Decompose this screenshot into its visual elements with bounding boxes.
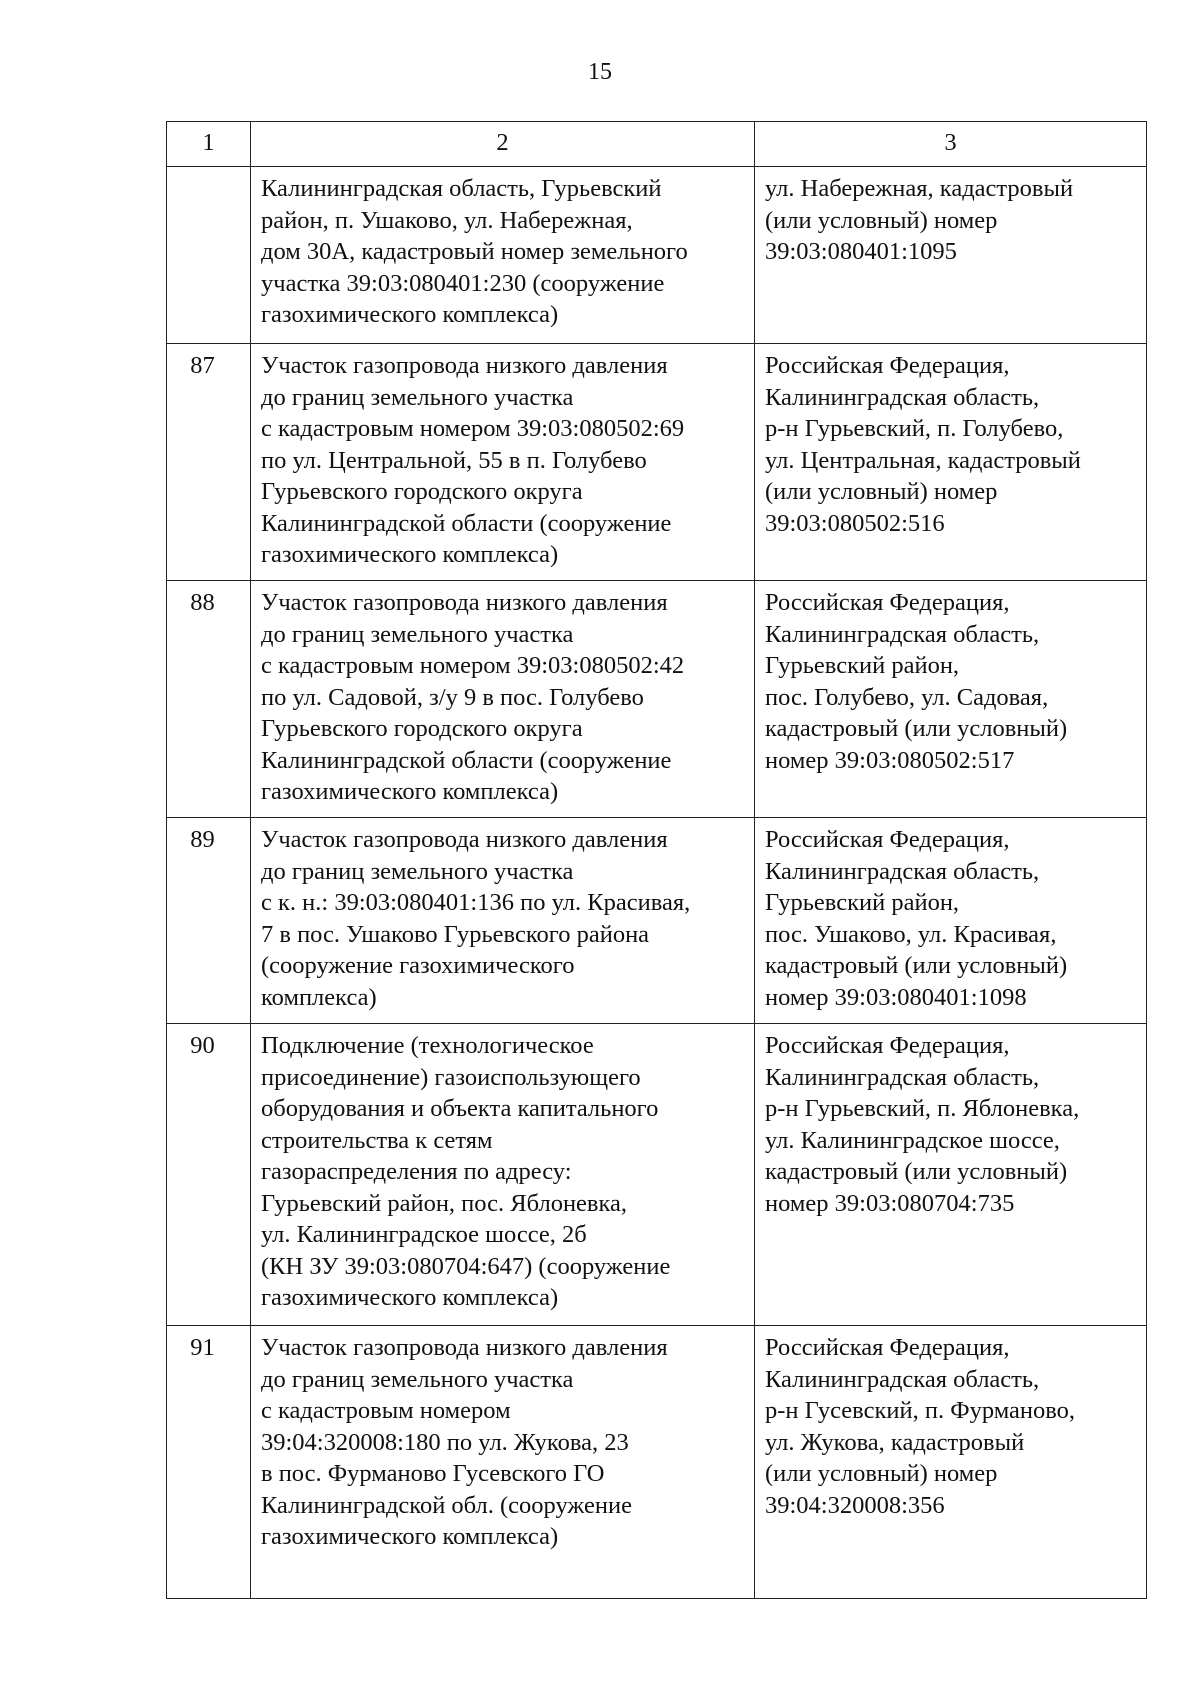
object-description-line: Калининградской области (сооружение [261,746,672,774]
address-line: 39:04:320008:356 [765,1491,945,1519]
address-line: номер 39:03:080704:735 [765,1189,1015,1217]
object-description-line: газохимического комплекса) [261,301,559,328]
object-description-line: газораспределения по адресу: [261,1158,572,1185]
object-description-line: дом 30А, кадастровый номер земельного [261,238,688,265]
address-cell [755,167,1147,344]
object-description-line: Гурьевского городского округа [261,715,583,742]
table-header-row [167,122,1147,167]
object-description-line: Участок газопровода низкого давления [261,352,668,379]
object-description-cell [251,167,755,344]
object-description-line: комплекса) [261,983,377,1011]
address-line: Российская Федерация, [765,1032,1010,1059]
object-description-line: газохимического комплекса) [261,541,559,568]
object-description-line: (КН ЗУ 39:03:080704:647) (сооружение [261,1252,671,1280]
object-description-line: Подключение (технологическое [261,1032,594,1059]
column-header-2: 2 [251,122,755,167]
object-description-line: Калининградской области (сооружение [261,509,672,537]
address-cell [755,1326,1147,1599]
object-description-line: до границ земельного участка [261,620,574,648]
object-description-line: (сооружение газохимического [261,952,575,979]
table-row [167,1024,1147,1326]
address-line: кадастровый (или условный) [765,952,1068,979]
address-cell [755,818,1147,1024]
row-number: 89 [167,818,251,1024]
object-description-line: ул. Калининградское шоссе, 2б [261,1221,587,1248]
object-description-cell [251,581,755,818]
address-line: ул. Жукова, кадастровый [765,1428,1025,1456]
address-line: Калининградская область, [765,620,1040,648]
object-description-cell [251,818,755,1024]
object-description-line: Участок газопровода низкого давления [261,1334,668,1361]
object-description-line: по ул. Центральной, 55 в п. Голубево [261,446,647,474]
object-description-line: оборудования и объекта капитального [261,1095,659,1122]
address-line: Российская Федерация, [765,1334,1010,1361]
object-description-line: газохимического комплекса) [261,778,559,805]
object-description-line: Калининградская область, Гурьевский [261,175,662,202]
address-line: Калининградская область, [765,857,1040,885]
object-description-line: Калининградской обл. (сооружение [261,1491,632,1519]
objects-table [166,121,1147,1599]
table-row [167,1326,1147,1599]
object-description-cell [251,1326,755,1599]
object-description-line: с кадастровым номером 39:03:080502:69 [261,415,685,442]
page-number: 15 [588,59,612,85]
address-line: кадастровый (или условный) [765,1158,1068,1185]
object-description-line: по ул. Садовой, з/у 9 в пос. Голубево [261,683,644,711]
address-line: ул. Центральная, кадастровый [765,446,1081,474]
address-line: Российская Федерация, [765,352,1010,379]
table-row [167,167,1147,344]
address-cell [755,1024,1147,1326]
row-number: 87 [167,344,251,581]
address-line: 39:03:080502:516 [765,509,945,537]
address-cell [755,344,1147,581]
object-description-line: до границ земельного участка [261,383,574,411]
address-line: Калининградская область, [765,383,1040,411]
object-description-line: присоединение) газоиспользующего [261,1063,641,1091]
table-row [167,818,1147,1024]
address-line: номер 39:03:080401:1098 [765,983,1027,1011]
address-line: Калининградская область, [765,1063,1040,1091]
table-row [167,344,1147,581]
address-line: Гурьевский район, [765,652,960,679]
address-line: р-н Гурьевский, п. Голубево, [765,415,1064,442]
address-line: ул. Набережная, кадастровый [765,175,1074,202]
object-description-line: газохимического комплекса) [261,1523,559,1550]
address-cell [755,581,1147,818]
address-line: ул. Калининградское шоссе, [765,1126,1060,1154]
object-description-line: с к. н.: 39:03:080401:136 по ул. Красивая, [261,889,691,916]
object-description-line: Участок газопровода низкого давления [261,589,668,616]
object-description-line: с кадастровым номером 39:03:080502:42 [261,652,685,679]
address-line: Гурьевский район, [765,889,960,916]
object-description-line: Гурьевский район, пос. Яблоневка, [261,1189,628,1217]
object-description-line: Гурьевского городского округа [261,478,583,505]
row-number: 88 [167,581,251,818]
object-description-line: с кадастровым номером [261,1397,511,1424]
object-description-line: газохимического комплекса) [261,1284,559,1311]
object-description-line: 7 в пос. Ушаково Гурьевского района [261,920,650,948]
object-description-line: 39:04:320008:180 по ул. Жукова, 23 [261,1428,629,1456]
row-number: 91 [167,1326,251,1599]
address-line: (или условный) номер [765,1460,998,1487]
object-description-cell [251,1024,755,1326]
row-number: 90 [167,1024,251,1326]
column-header-3: 3 [755,122,1147,167]
address-line: (или условный) номер [765,206,998,234]
address-line: Российская Федерация, [765,589,1010,616]
address-line: пос. Голубево, ул. Садовая, [765,683,1049,711]
object-description-line: Участок газопровода низкого давления [261,826,668,853]
table-row [167,581,1147,818]
address-line: номер 39:03:080502:517 [765,746,1015,774]
address-line: пос. Ушаково, ул. Красивая, [765,920,1057,948]
address-line: Российская Федерация, [765,826,1010,853]
object-description-line: до границ земельного участка [261,1365,574,1393]
object-description-cell [251,344,755,581]
row-number [167,167,251,344]
address-line: р-н Гурьевский, п. Яблоневка, [765,1095,1080,1122]
address-line: Калининградская область, [765,1365,1040,1393]
address-line: кадастровый (или условный) [765,715,1068,742]
object-description-line: строительства к сетям [261,1126,493,1154]
address-line: (или условный) номер [765,478,998,505]
column-header-1: 1 [167,122,251,167]
object-description-line: район, п. Ушаково, ул. Набережная, [261,206,633,234]
address-line: 39:03:080401:1095 [765,238,957,265]
object-description-line: участка 39:03:080401:230 (сооружение [261,269,665,297]
object-description-line: в пос. Фурманово Гусевского ГО [261,1460,605,1487]
address-line: р-н Гусевский, п. Фурманово, [765,1397,1076,1424]
object-description-line: до границ земельного участка [261,857,574,885]
